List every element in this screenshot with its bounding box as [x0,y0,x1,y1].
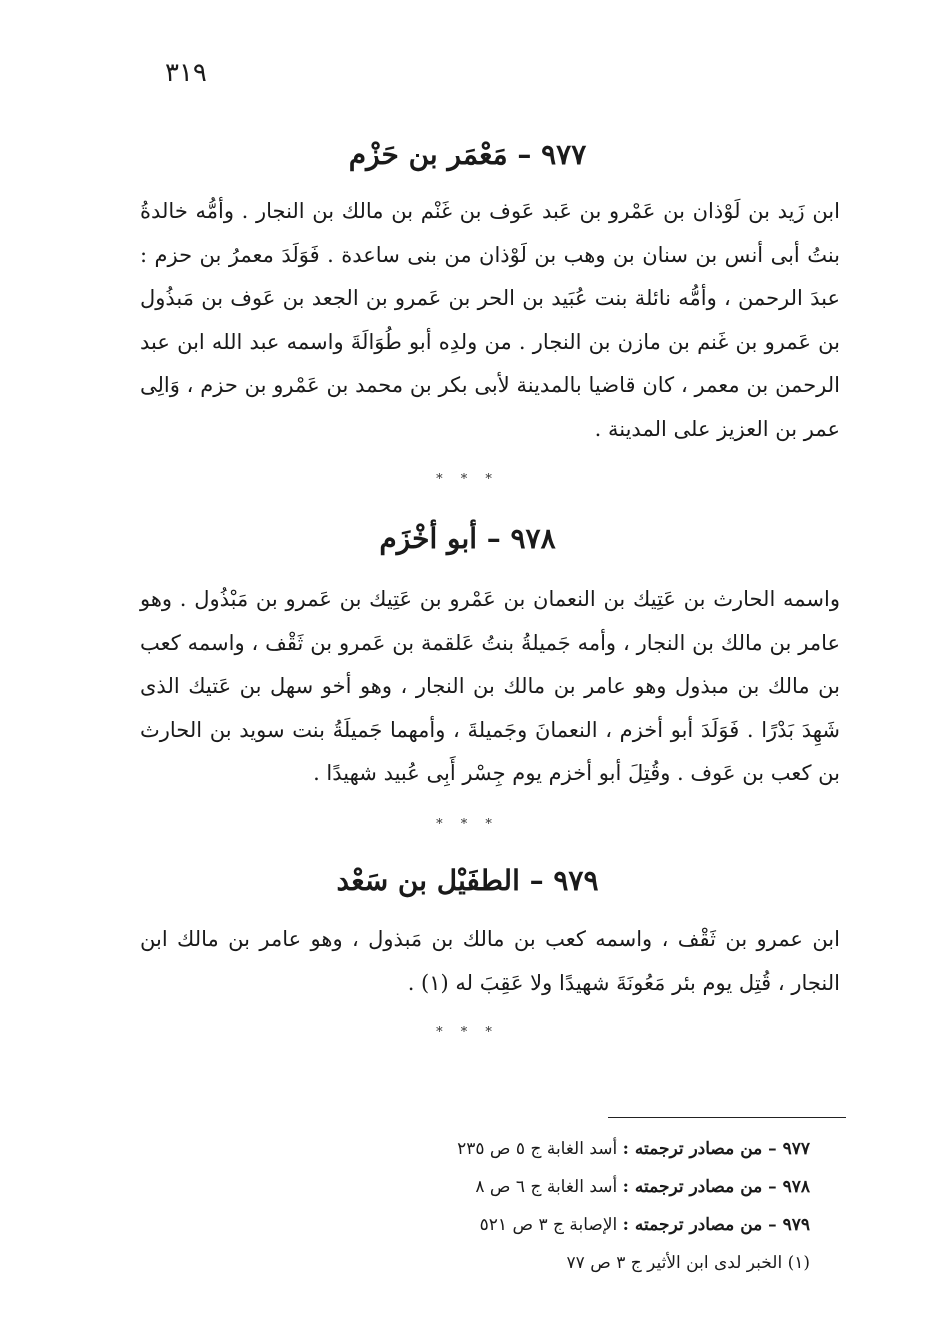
footnote-label: ٩٧٩ – من مصادر ترجمته : [622,1215,810,1235]
footnotes [380,1130,810,1282]
footnote-979 [380,1206,810,1244]
entry-body-977: ابن زَيد بن لَوْذان بن عَمْرو بن عَبد عَوف بن غَنْم بن مالك بن النجار . وأمُّه خالدةُ بنتُ أبى أنس بن سنان بن وهب بن لَوْذان من بنى ساعدة . فَوَلَدَ معمرُ بن حزم : عبدَ الرحمن ، وأمُّه نائلة بنت عُبَيد بن الحر بن عَمرو بن الجعد بن عَوف بن مَبذُول بن عَمرو بن غَنم بن مازن بن النجار . من ولدِه أبو طُوَالَةَ واسمه عبد الله ابن عبد الرحمن بن معمر ، كان قاضيا بالمدينة لأبى بكر بن محمد بن عَمْرو بن حزم ، وَالِى عمر بن العزيز على المدينة . [140,199,840,441]
footnote-label: ٩٧٨ – من مصادر ترجمته : [622,1177,810,1197]
footnote-text: أسد الغابة ج ٦ ص ٨ [475,1177,618,1197]
footnote-text: أسد الغابة ج ٥ ص ٢٣٥ [457,1139,618,1159]
entry-title-979: ٩٧٩ – الطفَيْل بن سَعْد [336,864,599,897]
section-separator: * * * [436,472,499,487]
entry-title-977: ٩٧٧ – مَعْمَر بن حَزْم [348,138,587,171]
footnote-text: الإصابة ج ٣ ص ٥٢١ [479,1215,618,1235]
section-separator: * * * [436,817,499,832]
section-separator: * * * [436,1025,499,1040]
footnote-label: ٩٧٧ – من مصادر ترجمته : [622,1139,810,1159]
footnote-rule [608,1117,846,1118]
page-number: ٣١٩ [165,58,207,88]
entry-body-979: ابن عمرو بن ثَقْف ، واسمه كعب بن مالك بن مَبذول ، وهو عامر بن مالك ابن النجار ، قُتِل يوم بئر مَعُونَةَ شهيدًا ولا عَقِبَ له (١) . [140,927,840,995]
entry-body-978: واسمه الحارث بن عَتِيك بن النعمان بن عَمْرو بن عَتِيك بن عَمرو بن مَبْذُول . وهو عامر بن مالك بن النجار ، وأمه جَميلةُ بنتُ عَلقمة بن عَمرو بن ثَقْف ، واسمه كعب بن مالك بن مبذول وهو عامر بن مالك بن النجار ، وهو أخو سهل بن عَتيك الذى شَهِدَ بَدْرًا . فَوَلَدَ أبو أخزم ، النعمانَ وجَميلةَ ، وأمهما جَميلَةُ بنت سويد بن الحارث بن كعب بن عَوف . وقُتِلَ أبو أخزم يوم جِسْر أَبِى عُبيد شهيدًا . [140,587,840,785]
footnote-1 [380,1244,810,1282]
footnote-977 [380,1130,810,1168]
entry-title-978: ٩٧٨ – أبو أخْزَم [379,522,556,555]
footnote-978 [380,1168,810,1206]
footnote-text: (١) الخبر لدى ابن الأثير ج ٣ ص ٧٧ [566,1253,810,1273]
